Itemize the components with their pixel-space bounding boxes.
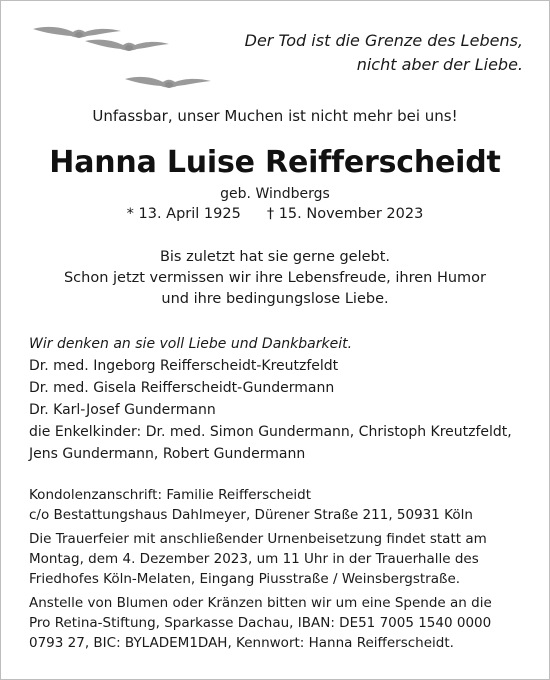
mourners-intro: Wir denken an sie voll Liebe und Dankbarkeit. <box>29 336 353 352</box>
tribute-line: Schon jetzt vermissen wir ihre Lebensfreude, ihren Humor <box>63 270 487 286</box>
condolence-address <box>29 485 529 525</box>
mourner-name: Jens Gundermann, Robert Gundermann <box>29 446 306 462</box>
death-date: † 15. November 2023 <box>266 206 424 222</box>
motto-quote <box>233 29 523 77</box>
mourner-name: Dr. med. Ingeborg Reifferscheidt-Kreutzfeldt <box>29 358 339 374</box>
birth-date: * 13. April 1925 <box>126 206 241 222</box>
mourners-list <box>29 333 529 465</box>
info-line: Pro Retina-Stiftung, Sparkasse Dachau, IBAN: DE51 7005 1540 0000 <box>29 615 492 631</box>
flying-birds-icon <box>29 23 219 103</box>
life-dates <box>1 204 549 224</box>
mourner-name: Dr. med. Gisela Reifferscheidt-Gundermann <box>29 380 335 396</box>
info-line: Montag, dem 4. Dezember 2023, um 11 Uhr in der Trauerhalle des <box>29 551 479 567</box>
donation-request <box>29 593 529 653</box>
info-line: Kondolenzanschrift: Familie Reifferscheidt <box>29 487 312 503</box>
motto-line: Der Tod ist die Grenze des Lebens, <box>244 31 523 50</box>
funeral-information <box>29 485 529 657</box>
tribute-text <box>1 247 549 310</box>
tribute-line: und ihre bedingungslose Liebe. <box>161 291 389 307</box>
tribute-line: Bis zuletzt hat sie gerne gelebt. <box>159 249 391 265</box>
deceased-name: Hanna Luise Reifferscheidt <box>49 145 501 180</box>
info-line: Friedhofes Köln-Melaten, Eingang Piusstraße / Weinsbergstraße. <box>29 571 461 587</box>
mourner-name: Dr. Karl-Josef Gundermann <box>29 402 216 418</box>
info-line: Anstelle von Blumen oder Kränzen bitten wir um eine Spende an die <box>29 595 492 611</box>
info-line: 0793 27, BIC: BYLADEM1DAH, Kennwort: Hanna Reifferscheidt. <box>29 635 454 651</box>
info-line: c/o Bestattungshaus Dahlmeyer, Dürener Straße 211, 50931 Köln <box>29 507 473 523</box>
bird-group <box>33 27 211 88</box>
info-line: Die Trauerfeier mit anschließender Urnenbeisetzung findet statt am <box>29 531 487 547</box>
funeral-service-details <box>29 529 529 589</box>
birth-name: geb. Windbergs <box>220 186 330 202</box>
mourner-name: die Enkelkinder: Dr. med. Simon Gundermann, Christoph Kreutzfeldt, <box>29 424 512 440</box>
motto-line: nicht aber der Liebe. <box>356 55 523 74</box>
lead-sentence: Unfassbar, unser Muchen ist nicht mehr bei uns! <box>92 107 458 125</box>
